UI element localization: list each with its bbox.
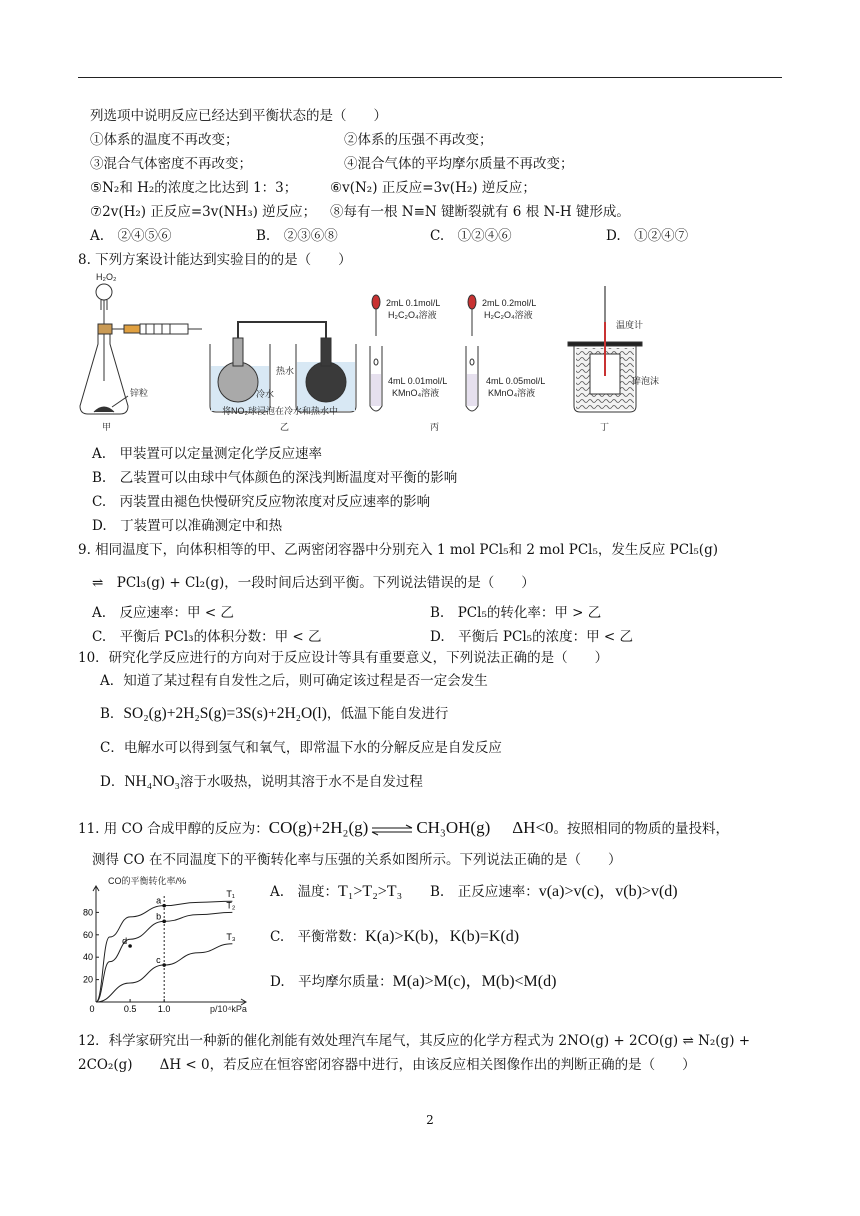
page-number: 2 [426, 1113, 434, 1127]
y-tick-label: 80 [82, 907, 93, 918]
q12-stem-line1: 12．科学家研究出一种新的催化剂能有效处理汽车尾气，其反应的化学方程式为 2NO(g) + 2CO(g) ⇌ N₂(g) + [78, 1033, 751, 1049]
chart-title: CO的平衡转化率/% [108, 876, 187, 886]
q10-option-b [100, 704, 448, 724]
header-rule [78, 77, 782, 78]
x-tick-label: 0 [89, 1004, 95, 1014]
q10-option-b-equation: SO₂(g)+2H₂S(g)=3S(s)+2H₂O(l) [123, 705, 327, 722]
cold-water-label: 冷水 [256, 389, 275, 399]
jia-label: 甲 [102, 422, 112, 432]
q7-condition-3: ③混合气体密度不再改变； [90, 156, 252, 172]
tube1-bottom-line1: 4mL 0.01mol/L [388, 376, 448, 386]
point-label: a [156, 895, 162, 906]
point-label: d [122, 936, 128, 946]
q8-option-b: B. 乙装置可以由球中气体颜色的深浅判断温度对平衡的影响 [92, 470, 458, 486]
q7-condition-1: ①体系的温度不再改变； [90, 132, 239, 148]
x-tick-label: 1.0 [157, 1004, 171, 1014]
tube2-top-line1: 2mL 0.2mol/L [482, 298, 537, 308]
q7-stem: 列选项中说明反应已经达到平衡状态的是（ ） [90, 108, 387, 124]
q7-condition-6: ⑥v(N₂) 正反应=3v(H₂) 逆反应； [330, 180, 536, 196]
q7-condition-5: ⑤N₂和 H₂的浓度之比达到 1：3； [90, 180, 298, 196]
q11-option-b [430, 882, 678, 902]
q11-option-c [270, 927, 519, 947]
q11-stem-start: 11. 用 CO 合成甲醇的反应为： [78, 821, 269, 837]
y-tick-label: 60 [82, 929, 93, 940]
zinc-label: 锌粒 [130, 388, 149, 398]
q7-option-c: C. ①②④⑥ [430, 228, 512, 244]
no2-caption: 将NO₂球浸泡在冷水和热水中 [222, 406, 338, 416]
q10-option-c: C．电解水可以得到氢气和氧气，即常温下水的分解反应是自发反应 [100, 740, 502, 756]
q10-option-a: A．知道了某过程有自发性之后，则可确定该过程是否一定会发生 [100, 673, 488, 689]
series-label: T₁ [226, 889, 235, 900]
tube2-bottom-line1: 4mL 0.05mol/L [486, 376, 546, 386]
hot-water-label: 热水 [276, 366, 295, 376]
q10-stem: 10．研究化学反应进行的方向对于反应设计等具有重要意义，下列说法正确的是（ ） [78, 650, 609, 666]
q11-option-d [270, 972, 556, 992]
thermometer-label: 温度计 [616, 320, 644, 330]
q11-option-c-equation: K(a)>K(b)，K(b)=K(d) [365, 928, 520, 945]
ding-label: 丁 [600, 422, 610, 432]
q9-option-b: B. PCl₅的转化率：甲 > 乙 [430, 605, 602, 621]
q9-option-d: D. 平衡后 PCl₅的浓度：甲 < 乙 [430, 629, 633, 645]
chart-x-label: p/10⁴kPa [210, 1004, 247, 1014]
q11-stem-line2: 测得 CO 在不同温度下的平衡转化率与压强的关系如图所示。下列说法正确的是（ ） [92, 852, 622, 868]
series-label: T₂ [226, 900, 236, 911]
data-point [162, 920, 166, 924]
q9-stem-line2: ⇌ PCl₃(g) + Cl₂(g)，一段时间后达到平衡。下列说法错误的是（ ） [92, 575, 535, 591]
q11-option-d-equation: M(a)>M(c)，M(b)<M(d) [392, 973, 557, 990]
data-point [162, 963, 166, 967]
q7-condition-2: ②体系的压强不再改变； [344, 132, 493, 148]
y-tick-label: 40 [82, 952, 93, 963]
q11-conversion-chart [78, 872, 256, 1016]
q11-option-a-equation: T₁>T₂>T₃ [338, 883, 403, 900]
y-tick-label: 20 [82, 974, 93, 985]
bing-label: 丙 [430, 422, 440, 432]
q11-equation-right: CH₃OH(g) [416, 818, 491, 837]
q7-option-d: D. ①②④⑦ [606, 228, 689, 244]
foam-label: 碎泡沫 [632, 376, 660, 386]
q9-stem: 9. 相同温度下，向体积相等的甲、乙两密闭容器中分别充入 1 mol PCl₅和 2 mol PCl₅，发生反应 PCl₅(g) [78, 542, 718, 558]
data-point [162, 904, 166, 908]
q7-condition-4: ④混合气体的平均摩尔质量不再改变； [344, 156, 574, 172]
q10-option-b-label: B． [100, 706, 124, 722]
tube2-top-line2: H₂C₂O₄溶液 [484, 310, 533, 320]
q11-option-a [270, 882, 402, 902]
series-label: T₃ [226, 931, 236, 942]
x-tick-label: 0.5 [123, 1004, 137, 1014]
q10-option-d-equation: NH₄NO₃ [124, 773, 180, 790]
tube2-bottom-line2: KMnO₄溶液 [488, 388, 536, 398]
q8-option-a: A. 甲装置可以定量测定化学反应速率 [92, 446, 323, 462]
tube1-top-line1: 2mL 0.1mol/L [386, 298, 441, 308]
q10-option-b-text: ，低温下能自发进行 [326, 706, 449, 722]
q11-option-b-label: B. 正反应速率： [430, 884, 539, 900]
equilibrium-arrow-icon [370, 824, 414, 836]
q8-option-d: D. 丁装置可以准确测定中和热 [92, 518, 283, 534]
apparatus-ding [568, 286, 642, 412]
yi-label: 乙 [280, 422, 290, 432]
q10-option-d-label: D． [100, 774, 125, 790]
h2o2-label: H₂O₂ [96, 272, 117, 282]
q8-stem: 8. 下列方案设计能达到实验目的的是（ ） [78, 252, 352, 268]
point-label: c [156, 955, 161, 966]
q11-stem [78, 818, 729, 839]
point-label: b [156, 911, 162, 922]
tube1-top-line2: H₂C₂O₄溶液 [388, 310, 437, 320]
q11-option-a-label: A. 温度： [270, 884, 339, 900]
q7-condition-8: ⑧每有一根 N≡N 键断裂就有 6 根 N-H 键形成。 [330, 204, 630, 220]
q10-option-d [100, 772, 423, 792]
q12-stem-line2: 2CO₂(g) ΔH < 0，若反应在恒容密闭容器中进行，由该反应相关图像作出的判断正确的是（ ） [78, 1057, 696, 1073]
q11-option-b-equation: v(a)>v(c)，v(b)>v(d) [538, 883, 678, 900]
q11-equation-left: CO(g)+2H₂(g) [268, 818, 369, 837]
q7-option-b: B. ②③⑥⑧ [256, 228, 338, 244]
data-point [128, 944, 132, 948]
q11-option-c-label: C. 平衡常数： [270, 929, 366, 945]
q11-enthalpy: ΔH<0 [512, 818, 554, 837]
q11-option-d-label: D. 平均摩尔质量： [270, 974, 393, 990]
q9-option-a: A. 反应速率：甲 < 乙 [92, 605, 234, 621]
q8-option-c: C. 丙装置由褪色快慢研究反应物浓度对反应速率的影响 [92, 494, 431, 510]
q7-option-a: A. ②④⑤⑥ [90, 228, 172, 244]
tube1-bottom-line2: KMnO₄溶液 [392, 388, 440, 398]
q10-option-d-text: 溶于水吸热，说明其溶于水不是自发过程 [179, 774, 423, 790]
q11-stem-end: 。按照相同的物质的量投料， [553, 821, 730, 837]
q9-option-c: C. 平衡后 PCl₃的体积分数：甲 < 乙 [92, 629, 322, 645]
q8-apparatus-figure [76, 266, 660, 436]
q7-condition-7: ⑦2v(H₂) 正反应=3v(NH₃) 逆反应； [90, 204, 317, 220]
